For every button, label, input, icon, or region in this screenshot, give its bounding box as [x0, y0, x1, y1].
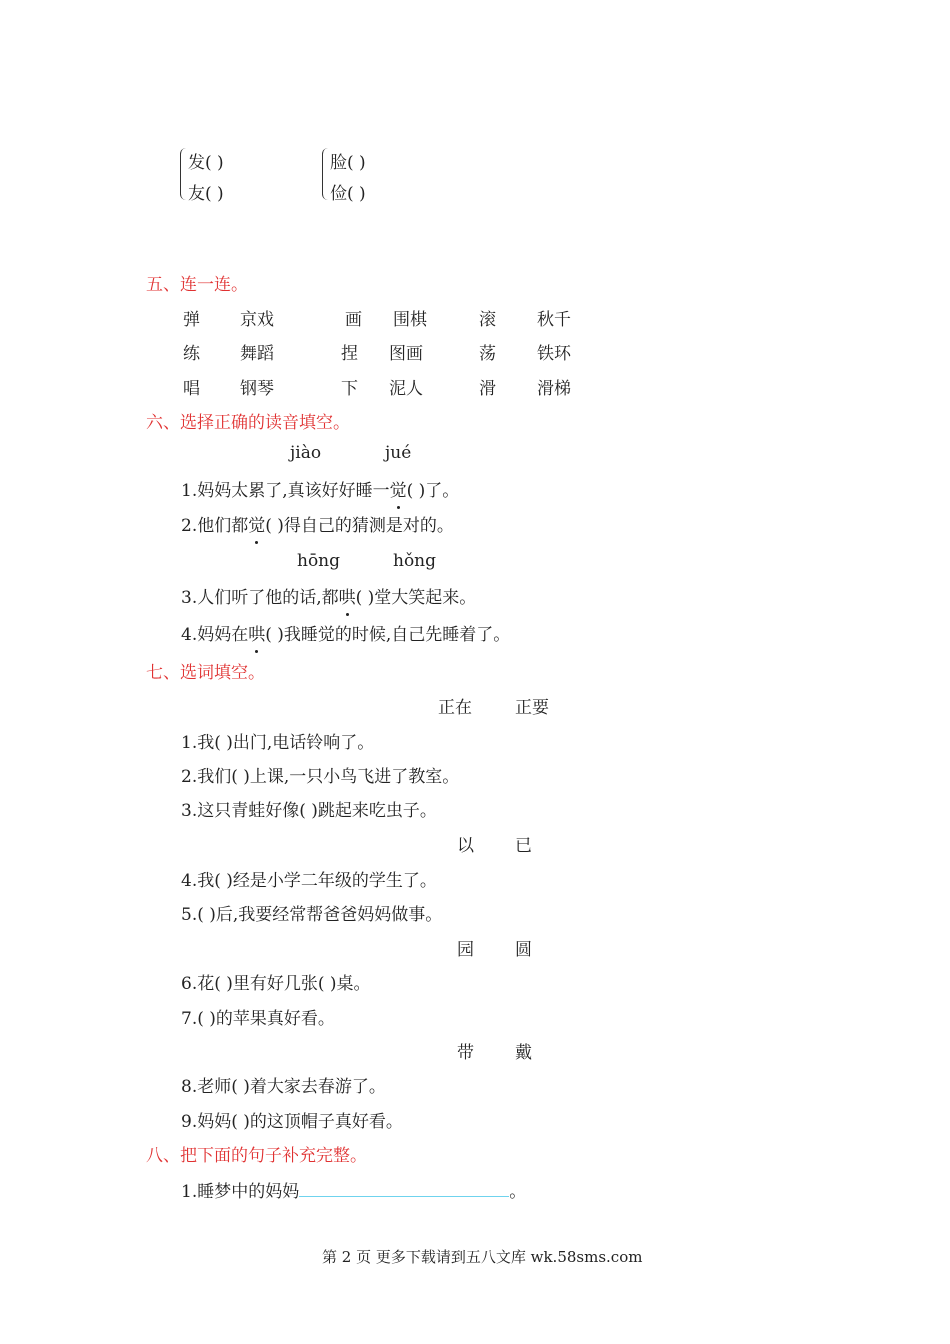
- col1-item: 唱: [183, 379, 200, 399]
- col3-item: 捏: [341, 344, 358, 364]
- brace-right: [322, 148, 329, 200]
- page-footer: 第 2 页 更多下载请到五八文库 wk.58sms.com: [322, 1248, 643, 1266]
- word-choice: 正要: [515, 698, 549, 718]
- brace-left: [180, 148, 187, 200]
- section8-title: 八、把下面的句子补充完整。: [146, 1146, 367, 1166]
- col5-item: 滑: [479, 379, 496, 399]
- col6-item: 秋千: [537, 310, 571, 330]
- col6-item: 滑梯: [537, 379, 571, 399]
- word-choice: 以: [457, 836, 474, 856]
- question-1: 1.我( )出门,电话铃响了。: [181, 733, 375, 753]
- col2-item: 京戏: [240, 310, 274, 330]
- col5-item: 滚: [479, 310, 496, 330]
- sentence-completion-1: 1.睡梦中的妈妈 。: [181, 1182, 527, 1202]
- dotted-char: 觉: [248, 511, 265, 536]
- section7-title: 七、选词填空。: [146, 663, 265, 683]
- col4-item: 围棋: [393, 310, 427, 330]
- word-choice: 圆: [515, 940, 532, 960]
- word-choice: 带: [457, 1043, 474, 1063]
- dotted-char: 哄: [248, 620, 265, 645]
- question-8: 8.老师( )着大家去春游了。: [181, 1077, 386, 1097]
- pinyin-option: jué: [385, 443, 412, 463]
- question-2: 2.我们( )上课,一只小鸟飞进了教室。: [181, 767, 460, 787]
- word-choice: 戴: [515, 1043, 532, 1063]
- dotted-char: 哄: [339, 583, 356, 608]
- question-1: 1.妈妈太累了,真该好好睡一觉( )了。: [181, 476, 459, 501]
- dotted-char: 觉: [390, 476, 407, 501]
- question-4: 4.妈妈在哄( )我睡觉的时候,自己先睡着了。: [181, 620, 510, 645]
- question-9: 9.妈妈( )的这顶帽子真好看。: [181, 1112, 403, 1132]
- col1-item: 练: [183, 344, 200, 364]
- word-group-right-bottom: 俭( ): [330, 184, 366, 204]
- word-group-left-top: 发( ): [188, 153, 224, 173]
- col5-item: 荡: [479, 344, 496, 364]
- pinyin-option: hǒng: [393, 551, 437, 571]
- col4-item: 泥人: [389, 379, 423, 399]
- section6-title: 六、选择正确的读音填空。: [146, 413, 350, 433]
- col2-item: 舞蹈: [240, 344, 274, 364]
- answer-blank[interactable]: [299, 1180, 509, 1197]
- question-4: 4.我( )经是小学二年级的学生了。: [181, 871, 437, 891]
- question-2: 2.他们都觉( )得自己的猜测是对的。: [181, 511, 454, 536]
- pinyin-option: hōng: [297, 551, 341, 571]
- col2-item: 钢琴: [240, 379, 274, 399]
- word-choice: 园: [457, 940, 474, 960]
- col3-item: 下: [341, 379, 358, 399]
- pinyin-option: jiào: [290, 443, 322, 463]
- question-3: 3.这只青蛙好像( )跳起来吃虫子。: [181, 801, 437, 821]
- question-7: 7.( )的苹果真好看。: [181, 1009, 335, 1029]
- word-group-right-top: 脸( ): [330, 153, 366, 173]
- word-choice: 正在: [438, 698, 472, 718]
- section5-title: 五、连一连。: [146, 275, 248, 295]
- col6-item: 铁环: [537, 344, 571, 364]
- col1-item: 弹: [183, 310, 200, 330]
- question-6: 6.花( )里有好几张( )桌。: [181, 974, 371, 994]
- col3-item: 画: [345, 310, 362, 330]
- word-choice: 已: [515, 836, 532, 856]
- col4-item: 图画: [389, 344, 423, 364]
- question-5: 5.( )后,我要经常帮爸爸妈妈做事。: [181, 905, 443, 925]
- word-group-left-bottom: 友( ): [188, 184, 224, 204]
- question-3: 3.人们听了他的话,都哄( )堂大笑起来。: [181, 583, 476, 608]
